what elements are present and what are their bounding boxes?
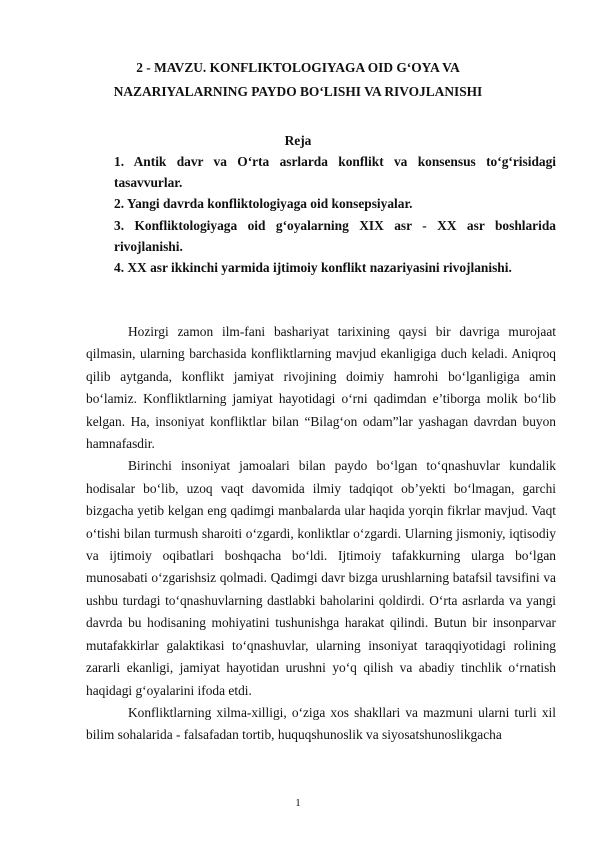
title-line-2: NAZARIYALARNING PAYDO BO‘LISHI VA RIVOJLANISHI <box>113 84 483 99</box>
plan-item: 3. Konfliktologiyaga oid g‘oyalarning XIX asr - XX asr boshlarida rivojlanishi. <box>114 217 556 254</box>
title-line-1: 2 - MAVZU. KONFLIKTOLOGIYAGA OID G‘OYA VA <box>136 60 460 75</box>
plan-item: 2. Yangi davrda konfliktologiyaga oid konsepsiyalar. <box>114 196 413 212</box>
body-text <box>86 321 556 747</box>
page-number: 1 <box>295 797 301 809</box>
plan-list <box>114 151 556 278</box>
paragraph: Birinchi insoniyat jamoalari bilan paydo bo‘lgan to‘qnashuvlar kundalik hodisalar bo‘lib, uzoq vaqt davomida ilmiy tadqiqot ob’yekti bo‘lmagan, garchi bizgacha yetib kelgan eng qadimgi manbalarda ular haqida yorqin fikrlar mavjud. Vaqt o‘tishi bilan turmush sharoiti o‘zgardi, konliktlar o‘zgardi. Ularning jismoniy, iqtisodiy va ijtimoiy oqibatlari boshqacha bo‘ldi. Ijtimoiy tafakkurning ularga bo‘lgan munosabati o‘zgarishsiz qolmadi. Qadimgi davr bizga urushlarning batafsil tavsifini va ushbu turdagi to‘qnashuvlarning dastlabki baholarini qoldirdi. O‘rta asrlarda va yangi davrda bu hodisaning mohiyatini tushunishga harakat qilindi. Butun bir insonparvar mutafakkirlar galaktikasi to‘qnashuvlar, ularning insoniyat taraqqiyotidagi rolining zararli ekanligi, jamiyat hayotidan urushni yo‘q qilish va abadiy tinchlik o‘rnatish haqidagi g‘oyalarini ifoda etdi. <box>86 458 556 698</box>
plan-item: 4. XX asr ikkinchi yarmida ijtimoiy konflikt nazariyasini rivojlanishi. <box>114 260 512 276</box>
plan-item: 1. Antik davr va O‘rta asrlarda konflikt va konsensus to‘g‘risidagi tasavvurlar. <box>114 154 556 191</box>
paragraph: Hozirgi zamon ilm-fani bashariyat tarixining qaysi bir davriga murojaat qilmasin, ularning barchasida konfliktlarning mavjud ekanligiga duch keladi. Aniqroq qilib aytganda, konflikt jamiyat rivojining doimiy hamrohi bo‘lganligiga amin bo‘lamiz. Konfliktlarning jamiyat hayotidagi o‘rni qadimdan e’tiborga molik bo‘lib kelgan. Ha, insoniyat konfliktlar bilan “Bilag‘on odam”lar yashagan davrdan buyon hamnafasdir. <box>86 324 556 452</box>
paragraph: Konfliktlarning xilma-xilligi, o‘ziga xos shakllari va mazmuni ularni turli xil bilim sohalarida - falsafadan tortib, huquqshunoslik va siyosatshunoslikgacha <box>86 704 556 743</box>
plan-heading: Reja <box>284 133 312 148</box>
